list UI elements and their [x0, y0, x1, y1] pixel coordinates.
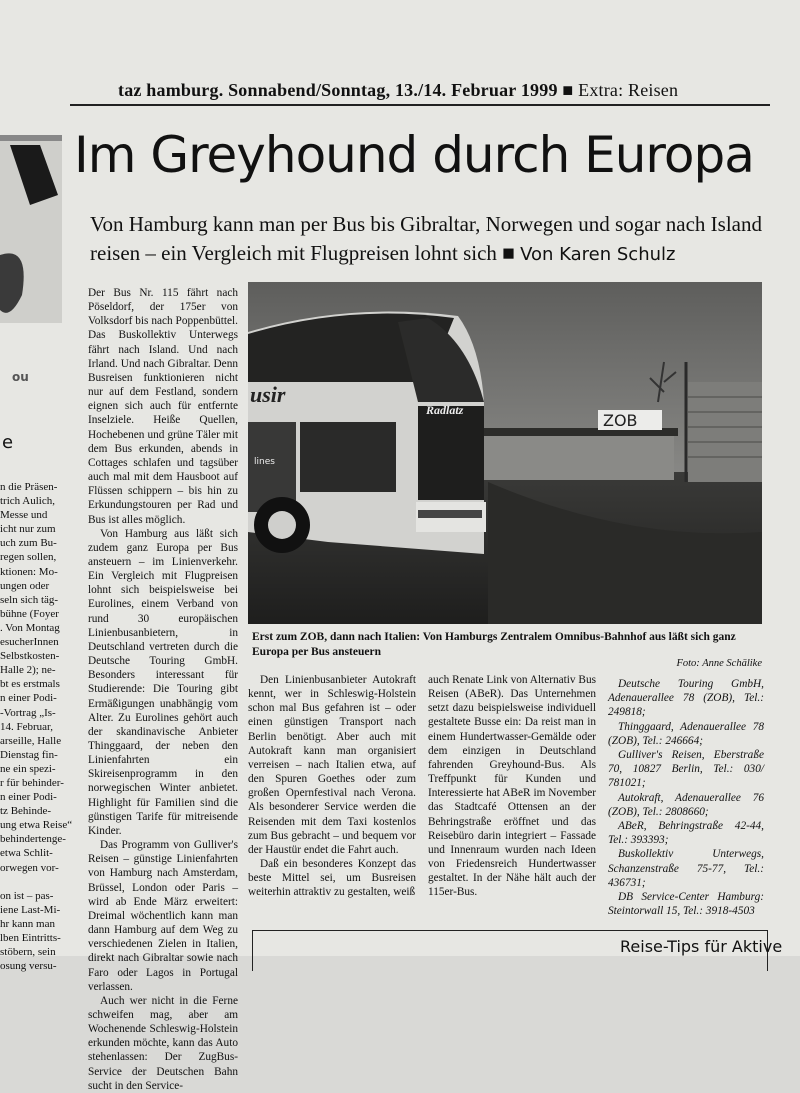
- subhead-separator: ■: [502, 241, 515, 265]
- left-column-line: seln sich täg-: [0, 593, 59, 606]
- left-column-line: orwegen vor-: [0, 861, 59, 874]
- address-entry: ABeR, Behringstraße 42-44, Tel.: 393393;: [608, 820, 764, 847]
- left-column-line: icht nur zum: [0, 523, 56, 536]
- address-entry: DB Service-Center Hamburg: Steintorwall 15, Tel.: 3918-4503: [608, 891, 764, 918]
- left-column-line: Dienstag fin-: [0, 748, 58, 761]
- article-column-1: [88, 286, 238, 1093]
- left-fragment-e: e: [2, 432, 14, 453]
- tips-title: Reise-Tips für Aktive: [620, 937, 783, 956]
- bus-side-lettering: usir: [250, 382, 286, 407]
- left-column-line: -Vortrag „Is-: [0, 706, 56, 719]
- address-entry: Autokraft, Adenauerallee 76 (ZOB), Tel.: 2808660;: [608, 791, 764, 818]
- left-column-line: tz Behinde-: [0, 805, 52, 818]
- address-entry: Buskollektiv Unterwegs, Schanzenstraße 75-77, Tel.: 436731;: [608, 848, 764, 889]
- left-column-line: lben Eintritts-: [0, 932, 61, 944]
- photo-credit: Foto: Anne Schälike: [676, 658, 762, 669]
- left-column-line: n einer Podi-: [0, 791, 57, 804]
- address-entry: Gulliver's Reisen, Eberstraße 70, 10827 Berlin, Tel.: 030/ 781021;: [608, 749, 764, 790]
- address-list: [608, 677, 764, 918]
- left-column-fragment: [0, 480, 73, 973]
- subhead-text: Von Hamburg kann man per Bus bis Gibraltar, Norwegen und sogar nach Island reisen – ein Vergleich mit Flugpreisen lohnt sich: [90, 212, 762, 265]
- article-column-3: [428, 673, 596, 900]
- article-column-2: [248, 673, 416, 900]
- bus-side-logo: lines: [254, 457, 275, 467]
- left-column-line: on ist – pas-: [0, 889, 54, 902]
- left-column-line: bt es erstmals: [0, 678, 60, 691]
- photo-bus-station: [248, 282, 762, 624]
- cartoon-icon: [0, 135, 62, 323]
- left-column-line: ung etwa Reise“: [0, 819, 73, 832]
- left-column-line: iene Last-Mi-: [0, 903, 61, 916]
- headline: Im Greyhound durch Europa: [74, 126, 754, 184]
- paragraph: Daß ein besonderes Konzept das beste Mittel sei, um Busreisen weiterhin attraktiv zu gestalten, weiß: [248, 858, 416, 899]
- left-column-line: r für behinder-: [0, 776, 64, 789]
- left-column-line: hr kann man: [0, 917, 55, 930]
- paragraph: Der Bus Nr. 115 fährt nach Pöseldorf, der 175er von Volksdorf bis nach Poppenbüttel. Das Buskollektiv Unterwegs fährt nach Island. Und nach Irland. Und nach Gibraltar. Denn Busreisen funktionieren nicht nur auf dem Festland, sondern eignen sich auch für entfernte Inselziele. Heiße Quellen, Hochebenen und grüne Täler mit dem Bus erkunden, abends in Cottages schlafen und tagsüber auch mal mit dem Hausboot auf Flüssen schippern – bis hin zu Erkundungstouren per Rad und Bus ist alles möglich.: [88, 287, 238, 526]
- paragraph: auch Renate Link von Alternativ Bus Reisen (ABeR). Das Unternehmen setzt dazu beispielsweise individuell gestaltete Busse ein: Da reist man in einem Hundertwasser-Gemälde oder dem einzigen in Deutschland fahrenden Greyhound-Bus. Als Treffpunkt für Kunden und Interessierte hat ABeR im November das Stadtcafé Ottensen an der Behringstraße eröffnet und das Reisebüro darin integriert – Fassade und Innenraum wurden nach Ideen von Friedensreich Hundertwasser gestaltet. In der Nähe hält auch der 115er-Bus.: [428, 674, 596, 899]
- left-column-line: Selbstkosten-: [0, 650, 60, 663]
- left-column-line: n einer Podi-: [0, 692, 57, 705]
- bus-photo-image: [248, 282, 762, 624]
- section-label: Extra: Reisen: [578, 80, 679, 100]
- masthead: [118, 80, 758, 101]
- left-column-line: regen sollen,: [0, 551, 57, 564]
- left-fragment-ou: ou: [12, 370, 29, 384]
- left-column-line: . Von Montag: [0, 621, 60, 634]
- address-entry: Thinggaard, Adenauerallee 78 (ZOB), Tel.: 246664;: [608, 720, 764, 747]
- left-column-line: bühne (Foyer: [0, 607, 59, 620]
- zob-sign: ZOB: [603, 411, 638, 430]
- photo-caption: Erst zum ZOB, dann nach Italien: Von Hamburgs Zentralem Omnibus-Bahnhof aus läßt sich ganz Europa per Bus ansteuern: [252, 631, 736, 658]
- byline: Von Karen Schulz: [520, 244, 676, 265]
- paragraph: Auch wer nicht in die Ferne schweifen mag, aber am Wochenende Schleswig-Holstein erkunden möchte, kann das Auto stehenlassen: Der ZugBus-Service der Deutschen Bahn sucht in den Service-: [88, 994, 238, 1092]
- header-rule: [70, 104, 770, 106]
- left-column-line: arseille, Halle: [0, 734, 62, 747]
- left-column-line: etwa Schlit-: [0, 847, 53, 860]
- masthead-separator: ■: [562, 80, 574, 100]
- left-column-line: uch zum Bu-: [0, 537, 57, 550]
- left-column-line: ktionen: Mo-: [0, 565, 58, 578]
- left-column-line: osung versu-: [0, 960, 57, 973]
- bus-front-lettering: Radlatz: [426, 403, 464, 417]
- left-column-line: Halle 2); ne-: [0, 664, 56, 677]
- paragraph: Von Hamburg aus läßt sich zudem ganz Europa per Bus ansteuern – im Linienverkehr. Ein Vergleich mit Flugpreisen lohnt sich beispielsweise bei Eurolines, einem Verband von rund 30 europäischen Linienbusanbietern, in Deutschland vertreten durch die Deutsche Touring GmbH. Besonders interessant für Studierende: Die Touring gibt Ermäßigungen unabhängig vom Alter. Zu Eurolines gehört auch der skandinavische Anbieter Thinggaard, der neben den Linienfahrten ein Skireisenprogramm in den norwegischen Winter anbietet. Highlight für Familien sind die günstigen Tarife für mitreisende Kinder.: [88, 527, 238, 837]
- left-column-line: ungen oder: [0, 579, 50, 592]
- subheadline: [90, 210, 780, 269]
- paragraph: Den Linienbusanbieter Autokraft kennt, wer in Schleswig-Holstein schon mal Bus gefahren ist – oder einen günstigen Transport nach Berlin benötigt. Aber auch mit Autokraft kann man organisiert verreisen – nach Italien etwa, auf den Spuren Goethes oder zum großen Opernfestival nach Verona. Als besonderer Service werden die Reisenden mit dem Taxi kostenlos zum Bus gebracht – und bequem vor der Haustür endet die Fahrt auch.: [248, 674, 416, 856]
- left-column-line: trich Aulich,: [0, 495, 55, 508]
- left-column-line: n die Präsen-: [0, 481, 58, 493]
- left-column-line: behindertenge-: [0, 833, 66, 846]
- cartoon-fragment: [0, 135, 62, 323]
- left-column-line: stöbern, sein: [0, 946, 56, 959]
- paragraph: Das Programm von Gulliver's Reisen – günstige Linienfahrten von Hamburg nach Amsterdam, Brüssel, London oder Paris – wird ab Ende März erweitert: Dreimal wöchentlich kann man dann Hamburg auf dem Weg zu verschiedenen Zielen in Italien, direkt nach Gibraltar sowie nach Faro oder Lagos in Portugal verlassen.: [88, 839, 238, 993]
- left-column-line: Messe und: [0, 509, 48, 522]
- left-column-line: [0, 875, 62, 889]
- masthead-text: taz hamburg. Sonnabend/Sonntag, 13./14. Februar 1999: [118, 80, 558, 100]
- left-column-line: 14. Februar,: [0, 720, 54, 733]
- address-entry: Deutsche Touring GmbH, Adenauerallee 78 (ZOB), Tel.: 249818;: [608, 678, 764, 719]
- left-column-line: esucherInnen: [0, 636, 59, 649]
- left-column-line: ne ein spezi-: [0, 762, 56, 775]
